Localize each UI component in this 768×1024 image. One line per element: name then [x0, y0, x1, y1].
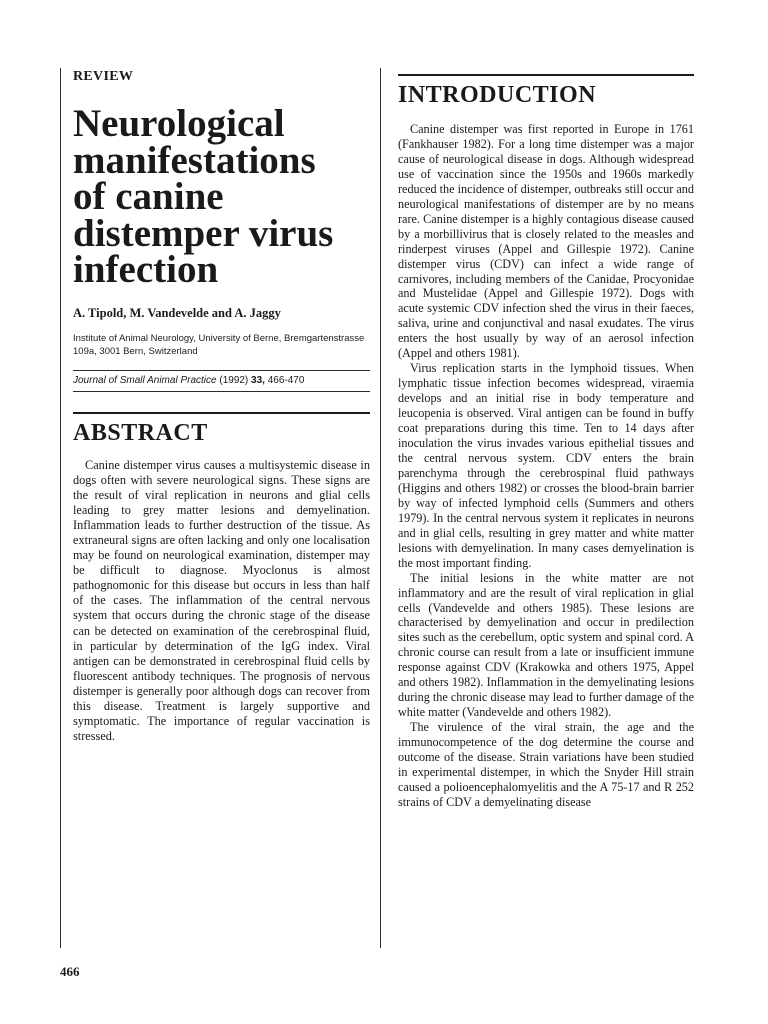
abstract-heading: ABSTRACT	[73, 419, 208, 446]
page-number: 466	[60, 964, 80, 979]
abstract-text: Canine distemper virus causes a multisystemic disease in dogs often with severe neurological signs. These signs are the result of viral replication in neurons and glial cells leading to grey matter lesions and demyelination. Inflammation leads to further destruction of the tissue. As extraneural signs are often lacking and only one localisation may be found on neurological examination, distemper may be difficult to diagnose. Myoclonus is almost pathognomonic for this disease but occurs in less than half of the cases. The inflammation of the central nervous system that occurs during the chronic stage of the disease can be detected on examination of the cerebrospinal fluid, in particular by determination of the IgG index. Viral antigen can be demonstrated in cerebrospinal fluid cells by fluorescent antibody techniques. The prognosis of nervous distemper is generally poor although dogs can recover from this disease. Treatment is largely supportive and symptomatic. The importance of regular vaccination is stressed.	[73, 457, 370, 744]
citation-pages: 466-470	[267, 374, 305, 386]
citation-rule-bottom	[73, 391, 370, 392]
introduction-heading-block	[398, 74, 694, 108]
title-line: of canine	[73, 175, 224, 218]
section-label: REVIEW	[73, 69, 134, 84]
introduction-heading: INTRODUCTION	[398, 82, 597, 108]
right-column	[398, 74, 694, 810]
authors: A. Tipold, M. Vandevelde and A. Jaggy	[73, 305, 281, 320]
citation-volume: 33,	[251, 374, 265, 386]
left-column	[73, 68, 370, 744]
citation	[73, 374, 370, 387]
title-line: distemper virus	[73, 211, 334, 255]
left-margin-rule	[60, 68, 61, 948]
introduction-paragraph: The virulence of the viral strain, the age and the immunocompetence of the dog determine the course and outcome of the disease. Strain variations have been studied in experimental distemper, in which the Snyder Hill strain caused a polioencephalomyelitis and the A 75-17 and R 252 strains of CDV a demyelinating disease	[398, 720, 694, 809]
abstract-heading-block	[73, 412, 370, 446]
citation-journal: Journal of Small Animal Practice	[73, 374, 217, 386]
title-line: manifestations	[73, 138, 316, 182]
citation-year: (1992)	[219, 374, 249, 386]
column-divider-rule	[380, 68, 381, 948]
citation-rule-top	[73, 370, 370, 371]
title-line: Neurological	[73, 102, 285, 145]
title-line: infection	[73, 248, 219, 291]
introduction-paragraph: Canine distemper was first reported in Europe in 1761 (Fankhauser 1982). For a long time distemper was a major cause of neurological disease in dogs. Although widespread use of vaccination since the 1950s and 1960s markedly reduced the incidence of distemper, outbreaks still occur and neurological manifestations of distemper are by no means rare. Canine distemper is a highly contagious disease caused by a morbillivirus that is closely related to the measles and rinderpest viruses (Appel and Gillespie 1972). Canine distemper virus (CDV) can infect a wide range of carnivores, including members of the Canidae, Procyonidae and Mustelidae (Appel and Gillespie 1972). Dogs with acute systemic CDV infection shed the virus in their faeces, saliva, urine and conjunctival and nasal exudates. The virus enters the host usually by way of an aerosol infection (Appel and others 1981).	[398, 122, 694, 361]
introduction-paragraph: The initial lesions in the white matter are not inflammatory and are the result of viral replication in glial cells (Vandevelde and others 1985). These lesions are characterised by demyelination and occur in predilection sites such as the cerebellum, optic system and spinal cord. A chronic course can result from a late or insufficient immune response against CDV (Krakowka and others 1975, Appel and others 1982). Inflammation in the demyelinating lesions during the chronic disease may lead to further damage of the white matter (Vandevelde and others 1982).	[398, 570, 694, 720]
introduction-paragraph: Virus replication starts in the lymphoid tissues. When lymphatic tissue infection becomes widespread, viraemia develops and an initial rise in body temperature and leucopenia is observed. Viral antigen can be found in buffy coat preparations during this time. Ten to 14 days after inoculation the virus invades various epithelial tissues and the central nervous system. CDV enters the brain parenchyma through the cerebrospinal fluid pathways (Higgins and others 1982) or crosses the blood-brain barrier by way of infected lymphoid cells (Summers and others 1979). In the central nervous system it replicates in neurons and in glial cells, resulting in grey matter and white matter lesions with demyelination. In many cases demyelination is the most important finding.	[398, 361, 694, 570]
article-title	[73, 102, 370, 291]
affiliation: Institute of Animal Neurology, University of Berne, Bremgartenstrasse 109a, 3001 Bern, Switzerland	[73, 332, 365, 357]
